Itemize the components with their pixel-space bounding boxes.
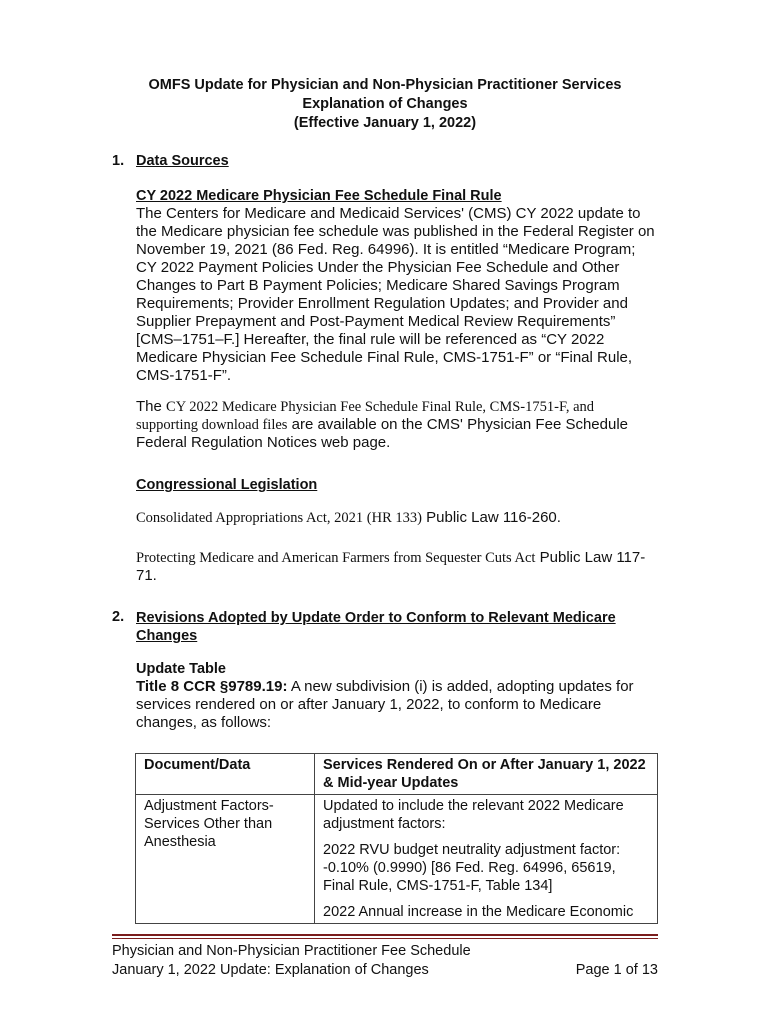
regulation-paragraph: Title 8 CCR §9789.19: A new subdivision (i) is added, adopting updates for services rendered on or after January 1, 2022, to conform to Medicare changes, as follows:	[136, 678, 634, 731]
subsection-legislation-heading: Congressional Legislation	[136, 477, 318, 493]
footer-rule	[112, 934, 658, 936]
title-line-3: (Effective January 1, 2022)	[293, 115, 477, 131]
section-1-title: Data Sources	[136, 153, 229, 169]
page-number: Page 1 of 13	[575, 962, 658, 978]
law-2-paragraph: Protecting Medicare and American Farmers from Sequester Cuts Act Public Law 117-71.	[136, 549, 646, 584]
footer	[112, 942, 658, 980]
table-row	[136, 795, 658, 924]
regulation-label: Title 8 CCR §9789.19:	[136, 678, 288, 695]
document-title	[0, 76, 770, 133]
law-1-paragraph: Consolidated Appropriations Act, 2021 (HR 133) Public Law 116-260.	[136, 509, 561, 526]
update-table-heading: Update Table	[136, 661, 226, 677]
update-table	[135, 753, 658, 924]
download-files-paragraph: The CY 2022 Medicare Physician Fee Schedule Final Rule, CMS-1751-F, and supporting download files are available on the CMS' Physician Fee Schedule Federal Regulation Notices web page.	[136, 398, 628, 451]
title-line-2: Explanation of Changes	[302, 96, 468, 112]
subsection-final-rule-heading: CY 2022 Medicare Physician Fee Schedule Final Rule	[136, 188, 502, 204]
law-1-link-text[interactable]: Consolidated Appropriations Act, 2021 (HR 133)	[136, 510, 422, 526]
final-rule-paragraph: The Centers for Medicare and Medicaid Services' (CMS) CY 2022 update to the Medicare physician fee schedule was published in the Federal Register on November 19, 2021 (86 Fed. Reg. 64996). It is entitled “Medicare Program; CY 2022 Payment Policies Under the Physician Fee Schedule and Other Changes to Part B Payment Policies; Medicare Shared Savings Program Requirements; Provider Enrollment Regulation Updates; and Provider and Supplier Prepayment and Post-Payment Medical Review Requirements” [CMS–1751–F.] Hereafter, the final rule will be referenced as “CY 2022 Medicare Physician Fee Schedule Final Rule, CMS-1751-F” or “Final Rule, CMS-1751-F”.	[136, 205, 655, 384]
footer-line-1: Physician and Non-Physician Practitioner Fee Schedule	[112, 943, 471, 959]
title-line-1: OMFS Update for Physician and Non-Physician Practitioner Services	[148, 77, 622, 93]
table-cell-document: Adjustment Factors-Services Other than Anesthesia	[136, 795, 315, 924]
final-rule-link-text[interactable]: CY 2022 Medicare Physician Fee Schedule Final Rule, CMS-1751-F, and supporting download files	[136, 399, 595, 433]
law-2-link-text[interactable]: Protecting Medicare and American Farmers from Sequester Cuts Act	[136, 550, 536, 566]
section-2-title: Revisions Adopted by Update Order to Conform to Relevant Medicare Changes	[136, 610, 616, 644]
footer-line-2: January 1, 2022 Update: Explanation of Changes	[112, 962, 429, 978]
table-header-row	[136, 754, 658, 795]
footer-rule-thin	[112, 938, 658, 939]
table-header-cell: Document/Data	[136, 754, 315, 795]
table-header-cell: Services Rendered On or After January 1, 2022 & Mid-year Updates	[315, 754, 658, 795]
table-cell-details: Updated to include the relevant 2022 Medicare adjustment factors: 2022 RVU budget neutrality adjustment factor: -0.10% (0.9990) [86 Fed. Reg. 64996, 65619, Final Rule, CMS-1751-F, Table 134] 2022 Annual increase in the Medicare Economic	[315, 795, 658, 924]
